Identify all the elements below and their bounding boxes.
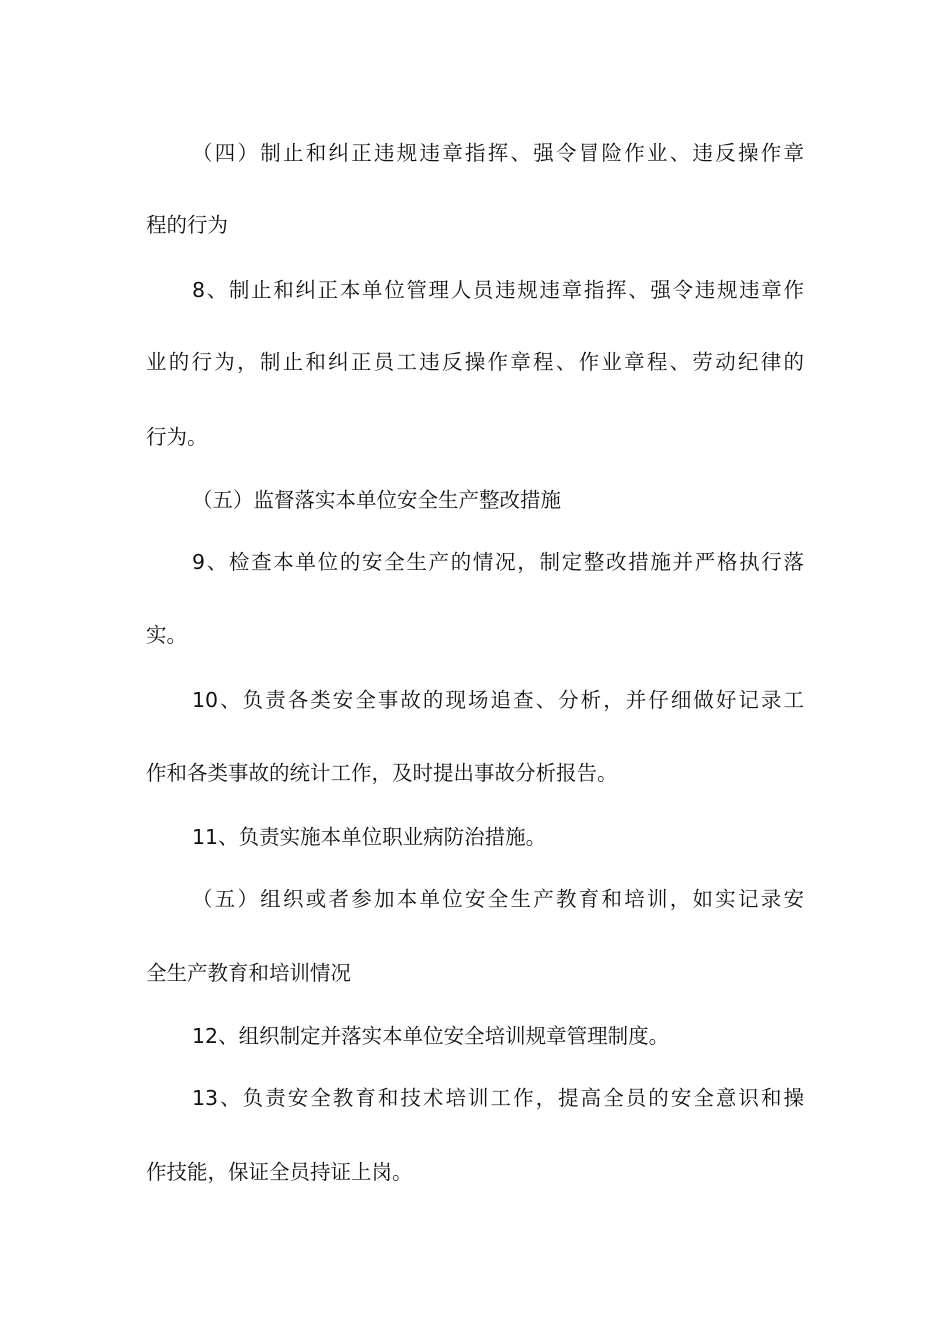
item-9-line-1: 9、检查本单位的安全生产的情况，制定整改措施并严格执行落 [192,550,804,574]
item-13-line-1: 13、负责安全教育和技术培训工作，提高全员的安全意识和操 [192,1086,804,1110]
item-8-line-2: 业的行为，制止和纠正员工违反操作章程、作业章程、劳动纪律的 [146,350,804,374]
section-heading-4-line-1: （四）制止和纠正违规违章指挥、强令冒险作业、违反操作章 [192,141,804,165]
section-heading-5a: （五）监督落实本单位安全生产整改措施 [192,488,561,512]
item-12: 12、组织制定并落实本单位安全培训规章管理制度。 [192,1024,670,1048]
item-10-line-1: 10、负责各类安全事故的现场追查、分析，并仔细做好记录工 [192,688,804,712]
section-heading-4-line-2: 程的行为 [146,213,228,237]
section-heading-5b-line-2: 全生产教育和培训情况 [146,961,351,985]
item-11: 11、负责实施本单位职业病防治措施。 [192,825,547,849]
item-9-line-2: 实。 [146,623,187,647]
section-heading-5b-line-1: （五）组织或者参加本单位安全生产教育和培训，如实记录安 [192,887,804,911]
item-13-line-2: 作技能，保证全员持证上岗。 [146,1160,413,1184]
item-8-line-3: 行为。 [146,425,208,449]
item-8-line-1: 8、制止和纠正本单位管理人员违规违章指挥、强令违规违章作 [192,278,804,302]
item-10-line-2: 作和各类事故的统计工作，及时提出事故分析报告。 [146,761,618,785]
